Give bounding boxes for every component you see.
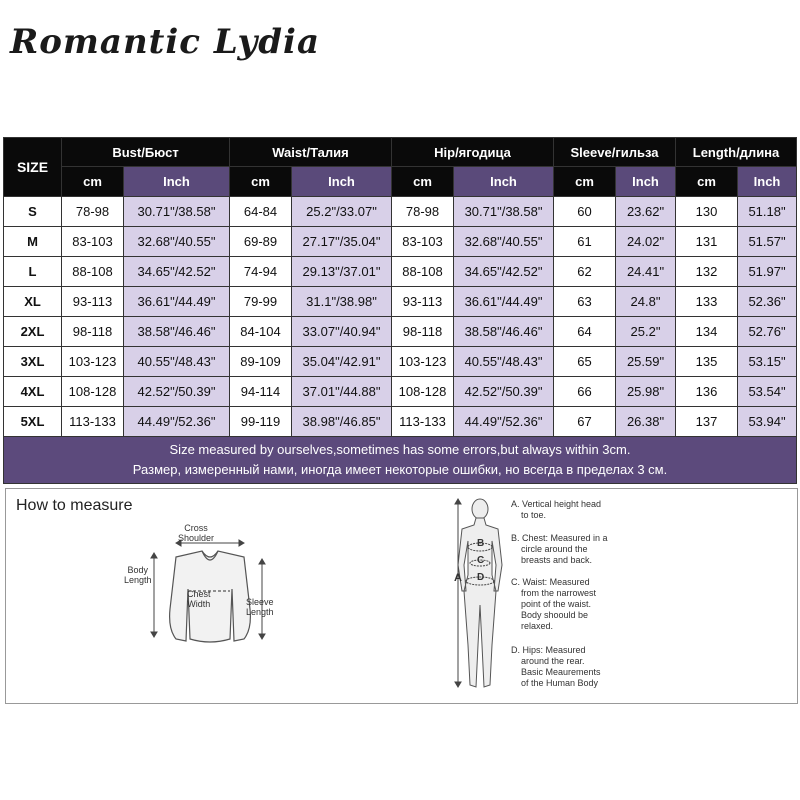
inch-value-cell: 40.55"/48.43"	[454, 347, 554, 377]
unit-header-inch: Inch	[124, 167, 230, 197]
group-header-bust: Bust/Бюст	[62, 138, 230, 167]
cm-value-cell: 88-108	[392, 257, 454, 287]
legend-line: to toe.	[521, 510, 547, 520]
inch-value-cell: 24.02"	[616, 227, 676, 257]
inch-value-cell: 37.01"/44.88"	[292, 377, 392, 407]
legend-line: from the narrowest	[521, 588, 597, 598]
brand-logo: Romantic Lydia	[10, 22, 320, 62]
measurement-note-en: Size measured by ourselves,sometimes has some errors,but always within 3cm.	[169, 442, 631, 457]
group-header-hip: Hip/ягодица	[392, 138, 554, 167]
figure-letter-c: C	[477, 555, 485, 566]
how-to-measure-panel	[5, 488, 798, 704]
inch-value-cell: 53.15"	[738, 347, 797, 377]
how-to-measure-title: How to measure	[16, 497, 133, 514]
inch-value-cell: 52.76"	[738, 317, 797, 347]
cm-value-cell: 62	[554, 257, 616, 287]
inch-value-cell: 23.62"	[616, 197, 676, 227]
unit-header-inch: Inch	[738, 167, 797, 197]
legend-line: Basic Meaurements	[521, 667, 601, 677]
table-row	[4, 257, 797, 287]
size-table-body	[4, 197, 797, 484]
inch-value-cell: 53.94"	[738, 407, 797, 437]
inch-value-cell: 33.07"/40.94"	[292, 317, 392, 347]
unit-header-cm: cm	[392, 167, 454, 197]
inch-value-cell: 53.54"	[738, 377, 797, 407]
legend-item-d	[511, 645, 601, 689]
cm-value-cell: 98-118	[392, 317, 454, 347]
cm-value-cell: 64-84	[230, 197, 292, 227]
cm-value-cell: 94-114	[230, 377, 292, 407]
measurement-note-ru: Размер, измеренный нами, иногда имеет некоторые ошибки, но всегда в пределах 3 см.	[132, 462, 668, 477]
legend-line: C. Waist: Measured	[511, 577, 590, 587]
inch-value-cell: 38.58"/46.46"	[454, 317, 554, 347]
inch-value-cell: 44.49"/52.36"	[124, 407, 230, 437]
note-row	[4, 437, 797, 484]
size-label-cell: 5XL	[4, 407, 62, 437]
inch-value-cell: 30.71"/38.58"	[454, 197, 554, 227]
cm-value-cell: 83-103	[62, 227, 124, 257]
table-row	[4, 407, 797, 437]
inch-value-cell: 34.65"/42.52"	[124, 257, 230, 287]
inch-value-cell: 24.8"	[616, 287, 676, 317]
group-header-sleeve: Sleeve/гильза	[554, 138, 676, 167]
cm-value-cell: 67	[554, 407, 616, 437]
inch-value-cell: 29.13"/37.01"	[292, 257, 392, 287]
size-chart-table	[3, 137, 797, 484]
cm-value-cell: 61	[554, 227, 616, 257]
unit-header-row	[4, 167, 797, 197]
sleeve-length-label	[246, 597, 274, 617]
cm-value-cell: 63	[554, 287, 616, 317]
table-row	[4, 227, 797, 257]
legend-line: A. Vertical height head	[511, 499, 602, 509]
cm-value-cell: 83-103	[392, 227, 454, 257]
inch-value-cell: 40.55"/48.43"	[124, 347, 230, 377]
cm-value-cell: 60	[554, 197, 616, 227]
legend-line: point of the waist.	[521, 599, 592, 609]
cm-value-cell: 93-113	[62, 287, 124, 317]
cm-value-cell: 99-119	[230, 407, 292, 437]
size-label-cell: XL	[4, 287, 62, 317]
cm-value-cell: 137	[676, 407, 738, 437]
group-header-length: Length/длина	[676, 138, 797, 167]
inch-value-cell: 51.18"	[738, 197, 797, 227]
cm-value-cell: 103-123	[62, 347, 124, 377]
inch-value-cell: 36.61"/44.49"	[454, 287, 554, 317]
inch-value-cell: 32.68"/40.55"	[124, 227, 230, 257]
inch-value-cell: 42.52"/50.39"	[454, 377, 554, 407]
inch-value-cell: 38.98"/46.85"	[292, 407, 392, 437]
unit-header-inch: Inch	[454, 167, 554, 197]
inch-value-cell: 42.52"/50.39"	[124, 377, 230, 407]
figure-letter-a: A	[454, 572, 462, 584]
body-length-label	[124, 565, 152, 585]
unit-header-cm: cm	[676, 167, 738, 197]
cm-value-cell: 131	[676, 227, 738, 257]
inch-value-cell: 36.61"/44.49"	[124, 287, 230, 317]
cm-value-cell: 134	[676, 317, 738, 347]
size-header: SIZE	[4, 138, 62, 197]
legend-line: B. Chest: Measured in a	[511, 533, 608, 543]
table-row	[4, 377, 797, 407]
inch-value-cell: 30.71"/38.58"	[124, 197, 230, 227]
legend-line: D. Hips: Measured	[511, 645, 586, 655]
cm-value-cell: 93-113	[392, 287, 454, 317]
inch-value-cell: 31.1"/38.98"	[292, 287, 392, 317]
cm-value-cell: 89-109	[230, 347, 292, 377]
inch-value-cell: 25.59"	[616, 347, 676, 377]
table-row	[4, 317, 797, 347]
unit-header-cm: cm	[554, 167, 616, 197]
body-length-label-line: Body	[127, 565, 149, 575]
inch-value-cell: 38.58"/46.46"	[124, 317, 230, 347]
chest-width-label-line: Width	[187, 599, 211, 609]
cm-value-cell: 136	[676, 377, 738, 407]
cross-shoulder-label-line: Shoulder	[178, 533, 215, 543]
table-row	[4, 347, 797, 377]
inch-value-cell: 25.2"	[616, 317, 676, 347]
cm-value-cell: 66	[554, 377, 616, 407]
cm-value-cell: 78-98	[62, 197, 124, 227]
cross-shoulder-label-line: Cross	[184, 523, 208, 533]
cm-value-cell: 69-89	[230, 227, 292, 257]
cm-value-cell: 108-128	[62, 377, 124, 407]
inch-value-cell: 27.17"/35.04"	[292, 227, 392, 257]
figure-letter-d: D	[477, 572, 485, 583]
cm-value-cell: 78-98	[392, 197, 454, 227]
inch-value-cell: 24.41"	[616, 257, 676, 287]
body-length-label-line: Length	[124, 575, 152, 585]
legend-item-a	[511, 499, 601, 521]
cm-value-cell: 133	[676, 287, 738, 317]
legend-line: around the rear.	[521, 656, 585, 666]
inch-value-cell: 25.2"/33.07"	[292, 197, 392, 227]
inch-value-cell: 44.49"/52.36"	[454, 407, 554, 437]
sleeve-length-label-line: Sleeve	[246, 597, 274, 607]
chest-width-label-line: Chest	[187, 589, 211, 599]
size-label-cell: M	[4, 227, 62, 257]
sleeve-length-label-line: Length	[246, 607, 274, 617]
unit-header-cm: cm	[62, 167, 124, 197]
inch-value-cell: 34.65"/42.52"	[454, 257, 554, 287]
cm-value-cell: 98-118	[62, 317, 124, 347]
cm-value-cell: 132	[676, 257, 738, 287]
size-label-cell: S	[4, 197, 62, 227]
cm-value-cell: 88-108	[62, 257, 124, 287]
size-label-cell: 2XL	[4, 317, 62, 347]
group-header-waist: Waist/Талия	[230, 138, 392, 167]
unit-header-cm: cm	[230, 167, 292, 197]
measurement-note	[4, 437, 797, 484]
inch-value-cell: 35.04"/42.91"	[292, 347, 392, 377]
legend-line: Body shoould be	[521, 610, 589, 620]
table-row	[4, 287, 797, 317]
human-body-figure-icon	[442, 495, 512, 695]
cm-value-cell: 135	[676, 347, 738, 377]
inch-value-cell: 26.38"	[616, 407, 676, 437]
cm-value-cell: 65	[554, 347, 616, 377]
legend-line: breasts and back.	[521, 555, 593, 565]
size-label-cell: 4XL	[4, 377, 62, 407]
inch-value-cell: 51.97"	[738, 257, 797, 287]
inch-value-cell: 32.68"/40.55"	[454, 227, 554, 257]
legend-line: circle around the	[521, 544, 588, 554]
cm-value-cell: 113-133	[62, 407, 124, 437]
cm-value-cell: 108-128	[392, 377, 454, 407]
cm-value-cell: 84-104	[230, 317, 292, 347]
cross-shoulder-label	[178, 523, 214, 543]
unit-header-inch: Inch	[616, 167, 676, 197]
legend-item-c	[511, 577, 596, 632]
group-header-row	[4, 138, 797, 167]
size-label-cell: L	[4, 257, 62, 287]
cm-value-cell: 64	[554, 317, 616, 347]
legend-line: relaxed.	[521, 621, 554, 631]
cm-value-cell: 113-133	[392, 407, 454, 437]
figure-letter-b: B	[477, 538, 485, 549]
cm-value-cell: 74-94	[230, 257, 292, 287]
unit-header-inch: Inch	[292, 167, 392, 197]
legend-item-b	[511, 533, 608, 566]
size-label-cell: 3XL	[4, 347, 62, 377]
table-row	[4, 197, 797, 227]
cm-value-cell: 130	[676, 197, 738, 227]
legend-line: of the Human Body	[521, 678, 599, 688]
cm-value-cell: 79-99	[230, 287, 292, 317]
inch-value-cell: 52.36"	[738, 287, 797, 317]
chest-width-label	[187, 589, 211, 609]
cm-value-cell: 103-123	[392, 347, 454, 377]
inch-value-cell: 25.98"	[616, 377, 676, 407]
inch-value-cell: 51.57"	[738, 227, 797, 257]
